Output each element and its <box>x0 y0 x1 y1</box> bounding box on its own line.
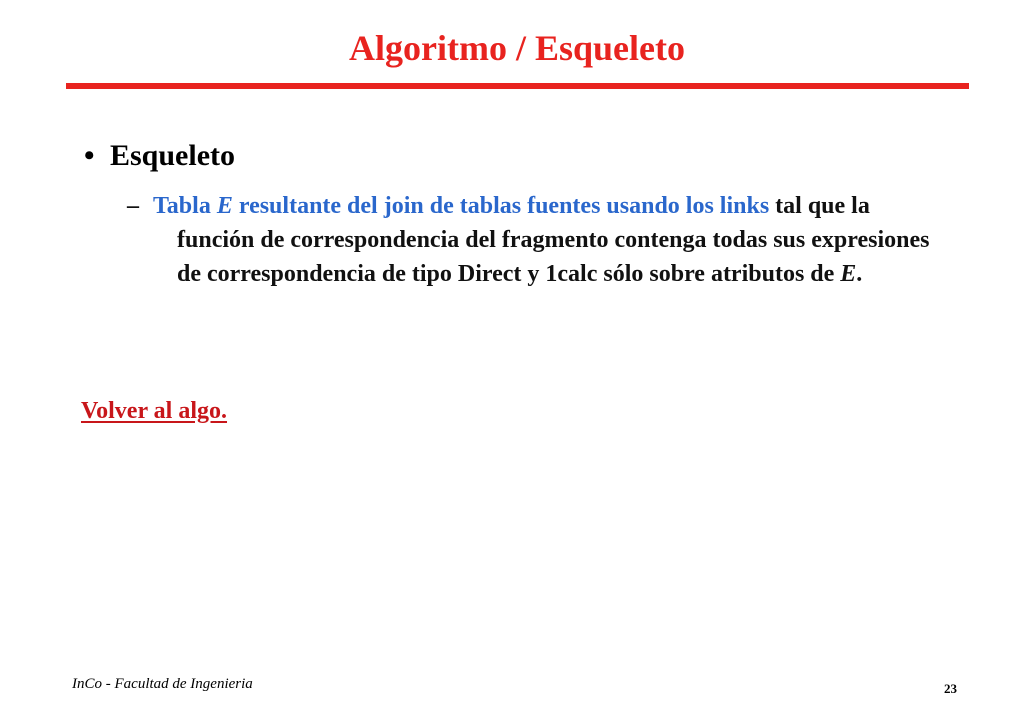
highlight-text-start: Tabla <box>153 193 217 219</box>
title-underline-rule <box>66 83 969 89</box>
sentence-period: . <box>856 261 863 287</box>
highlight-text-end: resultante del join de tablas fuentes usando los links <box>232 193 770 219</box>
bullet-item <box>84 141 235 171</box>
back-to-algorithm-link[interactable]: Volver al algo. <box>81 398 228 424</box>
sub-bullet-item <box>127 189 947 291</box>
page-number: 23 <box>944 681 957 696</box>
footer-institution: InCo - Facultad de Ingenieria <box>72 676 253 692</box>
bullet-text: Esqueleto <box>110 139 236 172</box>
sub-bullet-marker: – <box>127 193 139 219</box>
sub-bullet-body: tal que la función de correspondencia del fragmento contenga todas sus expresiones de correspondencia de tipo Direct y 1calc sólo sobre atributos de <box>177 193 930 287</box>
table-e-italic: E <box>216 193 233 219</box>
sub-bullet-text <box>153 189 947 291</box>
attribute-e-italic: E <box>840 261 857 287</box>
bullet-marker: • <box>84 139 95 172</box>
slide-title: Algoritmo / Esqueleto <box>349 28 685 68</box>
